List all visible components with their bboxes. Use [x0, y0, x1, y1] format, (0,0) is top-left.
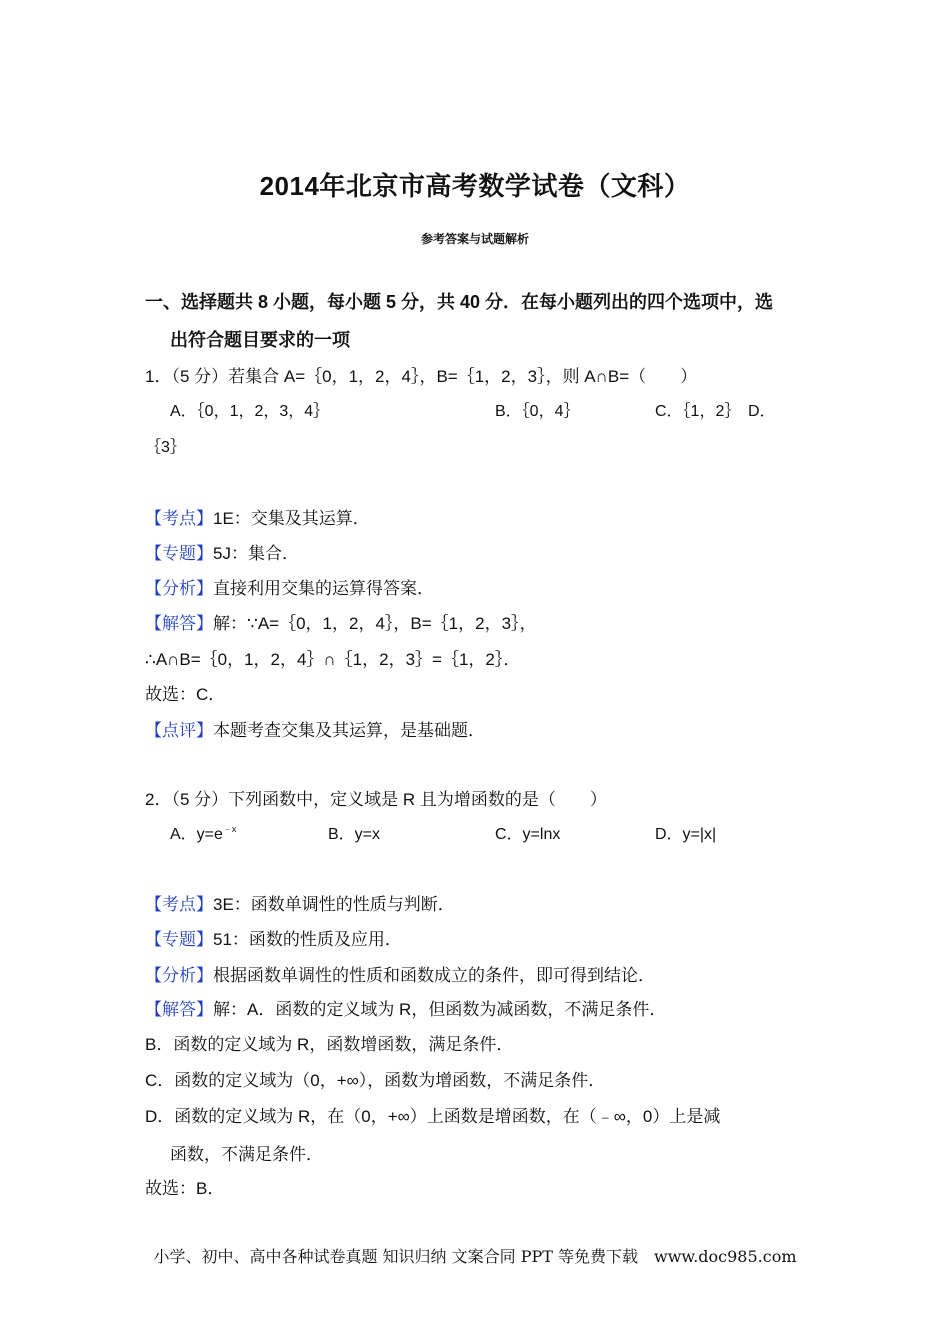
dianping-text: 本题考查交集及其运算，是基础题． — [213, 721, 485, 740]
dianping-tag: 【点评】 — [145, 721, 213, 740]
zhuanti-tag: 【专题】 — [145, 930, 213, 949]
q1-answer: 故选：C． — [145, 685, 226, 704]
section-heading-cont: 出符合题目要求的一项 — [170, 330, 350, 350]
q1-stem: 1．（5 分）若集合 A=｛0，1，2，4｝，B=｛1，2，3｝，则 A∩B=（ ） — [145, 367, 698, 386]
jieda-text: 解：A．函数的定义域为 R，但函数为减函数，不满足条件． — [213, 1000, 667, 1019]
jieda-tag: 【解答】 — [145, 1000, 213, 1019]
jieda-tag: 【解答】 — [145, 614, 213, 633]
q2-answer: 故选：B． — [145, 1179, 225, 1198]
q1-option-d-value: ｛3｝ — [145, 439, 186, 456]
kaodian-tag: 【考点】 — [145, 895, 213, 914]
fenxi-tag: 【分析】 — [145, 966, 213, 985]
q1-option-b: B．｛0，4｝ — [495, 403, 580, 420]
q1-kaodian — [145, 504, 370, 529]
page-subtitle: 参考答案与试题解析 — [420, 232, 529, 246]
q1-option-d: D． — [748, 403, 776, 420]
q2-option-a-base: A．y=e — [170, 826, 223, 843]
q2-line-b: B．函数的定义域为 R，函数增函数，满足条件． — [145, 1035, 514, 1054]
q1-option-c: C．｛1，2｝ — [655, 403, 741, 420]
jieda-text: 解：∵A=｛0，1，2，4｝，B=｛1，2，3｝， — [213, 614, 537, 633]
zhuanti-text: 51：函数的性质及应用． — [213, 930, 402, 949]
section-heading: 一、选择题共 8 小题，每小题 5 分，共 40 分．在每小题列出的四个选项中，选 — [145, 292, 774, 312]
q2-option-a-exponent: ﹣x — [222, 824, 237, 834]
q2-fenxi — [145, 961, 655, 986]
q2-jieda — [145, 995, 666, 1020]
q2-line-d-cont: 函数，不满足条件． — [170, 1145, 323, 1164]
q1-dianping — [145, 716, 485, 741]
fenxi-text: 根据函数单调性的性质和函数成立的条件，即可得到结论． — [213, 966, 655, 985]
q2-option-c: C．y=lnx — [495, 826, 561, 843]
q1-zhuanti — [145, 539, 299, 564]
page-footer: 小学、初中、高中各种试卷真题 知识归纳 文案合同 PPT 等免费下载 www.doc985.com — [153, 1247, 797, 1266]
q2-option-d: D．y=|x| — [655, 826, 717, 843]
q2-option-a — [170, 821, 236, 844]
q2-kaodian — [145, 890, 455, 915]
kaodian-tag: 【考点】 — [145, 509, 213, 528]
q1-fenxi — [145, 574, 434, 599]
q2-line-d: D．函数的定义域为 R，在（0，+∞）上函数是增函数，在（﹣∞，0）上是减 — [145, 1107, 721, 1126]
q2-zhuanti — [145, 925, 402, 950]
zhuanti-text: 5J：集合． — [213, 544, 299, 563]
q2-line-c: C．函数的定义域为（0，+∞），函数为增函数，不满足条件． — [145, 1071, 606, 1090]
kaodian-text: 1E：交集及其运算． — [213, 509, 370, 528]
q1-jieda — [145, 609, 537, 634]
fenxi-tag: 【分析】 — [145, 579, 213, 598]
fenxi-text: 直接利用交集的运算得答案． — [213, 579, 434, 598]
q2-option-b: B．y=x — [328, 826, 381, 843]
zhuanti-tag: 【专题】 — [145, 544, 213, 563]
kaodian-text: 3E：函数单调性的性质与判断． — [213, 895, 455, 914]
q1-jieda-cont: ∴A∩B=｛0，1，2，4｝∩｛1，2，3｝=｛1，2｝． — [145, 650, 521, 669]
page-title: 2014年北京市高考数学试卷（文科） — [259, 171, 691, 201]
q2-stem: 2．（5 分）下列函数中，定义域是 R 且为增函数的是（ ） — [145, 790, 607, 809]
q1-option-a: A．｛0，1，2，3，4｝ — [170, 403, 330, 420]
